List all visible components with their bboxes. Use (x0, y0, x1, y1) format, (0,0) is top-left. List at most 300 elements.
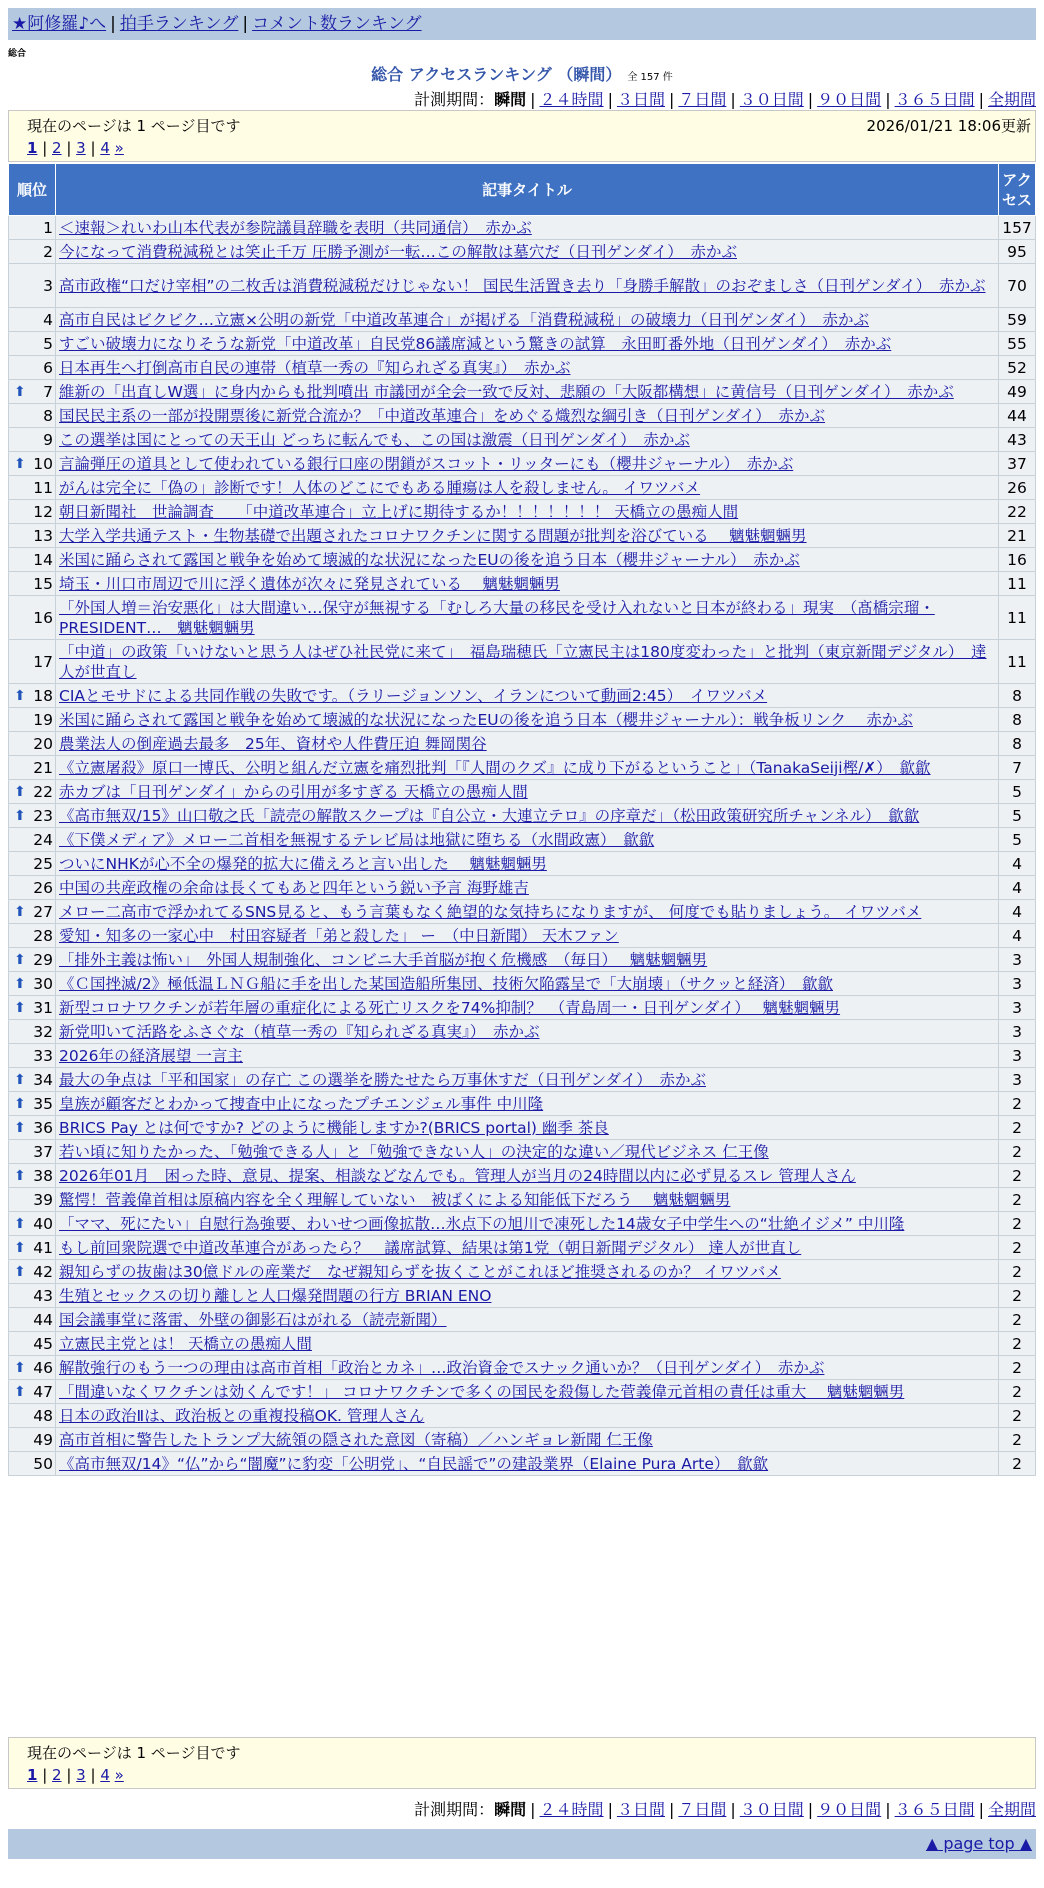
rank-up-icon: ⬆ (14, 807, 26, 824)
period-separator: | (607, 90, 613, 109)
access-count: 55 (999, 332, 1036, 356)
table-row (9, 332, 1036, 356)
period-separator: | (807, 90, 814, 109)
title-cell (56, 404, 999, 428)
top-nav: ★阿修羅♪へ | 拍手ランキング | コメント数ランキング (8, 8, 1036, 40)
title-cell (56, 1164, 999, 1188)
rank-cell (9, 524, 56, 548)
table-row (9, 684, 1036, 708)
table-row (9, 452, 1036, 476)
pagination-top (27, 139, 124, 157)
rank-cell (9, 1308, 56, 1332)
article-link[interactable]: 《高市無双/14》“仏”から“闇魔”に豹変「公明党」、“自民謡で”の建設業界（Elaine Pura Arte） 歙歙 (59, 1454, 769, 1473)
rank-cell (9, 356, 56, 380)
rank-number: 22 (33, 782, 53, 801)
article-link[interactable]: 《Ｃ国挫滅/2》極低温ＬＮＧ船に手を出した某国造船所集団、技術欠陥露呈で「大崩壊」（サクッと経済） 歙歙 (59, 974, 833, 993)
title-cell (56, 1260, 999, 1284)
table-row (9, 1428, 1036, 1452)
article-link[interactable]: 国会議事堂に落雷、外壁の御影石はがれる（読売新聞） (59, 1310, 447, 1329)
article-link[interactable]: 新党叩いて活路をふさぐな（植草一秀の『知られざる真実』） 赤かぶ (59, 1022, 540, 1041)
rank-cell (9, 1452, 56, 1476)
access-count: 3 (999, 1068, 1036, 1092)
page-link-1[interactable]: 1 (27, 1766, 38, 1784)
rank-up-icon: ⬆ (14, 1383, 26, 1400)
rank-number: 39 (33, 1190, 53, 1209)
access-count: 3 (999, 1020, 1036, 1044)
total-count: 全 157 件 (627, 72, 673, 83)
period-label: 計測期間： (414, 1800, 495, 1819)
title-cell (56, 452, 999, 476)
rank-cell (9, 852, 56, 876)
access-count: 16 (999, 548, 1036, 572)
title-cell (56, 996, 999, 1020)
article-link[interactable]: 新型コロナワクチンが若年層の重症化による死亡リスクを74%抑制？ （青島周一・日刊ゲンダイ） 魑魅魍魎男 (59, 998, 841, 1017)
period-link-0[interactable]: ２４時間 (539, 1800, 604, 1819)
period-link-1[interactable]: ３日間 (616, 1800, 665, 1819)
rank-number: 1 (43, 218, 53, 237)
rank-number: 24 (33, 830, 53, 849)
access-count: 5 (999, 780, 1036, 804)
table-row (9, 404, 1036, 428)
title-cell (56, 640, 999, 684)
period-separator: | (730, 1800, 736, 1819)
access-count: 8 (999, 684, 1036, 708)
article-link[interactable]: 日本再生へ打倒高市自民の連帯（植草一秀の『知られざる真実』） 赤かぶ (59, 358, 571, 377)
rank-cell (9, 780, 56, 804)
rank-number: 5 (43, 334, 53, 353)
rank-number: 13 (33, 526, 53, 545)
period-separator: | (530, 1800, 536, 1819)
article-link[interactable]: 親知らずの抜歯は30億ドルの産業だ なぜ親知らずを抜くことがこれほど推奨されるのか？ イワツバメ (59, 1262, 781, 1281)
rank-cell (9, 1044, 56, 1068)
title-cell (56, 1404, 999, 1428)
title-cell (56, 876, 999, 900)
article-link[interactable]: 2026年の経済展望 一言主 (59, 1046, 243, 1065)
rank-number: 43 (33, 1286, 53, 1305)
rank-cell (9, 1092, 56, 1116)
page-info-top (8, 110, 1036, 162)
rank-cell (9, 1068, 56, 1092)
article-link[interactable]: 高市自民はビクビク…立憲×公明の新党「中道改革連合」が掲げる「消費税減税」の破壊力（日刊ゲンダイ） 赤かぶ (59, 310, 870, 329)
article-link[interactable]: 2026年01月 困った時、意見、提案、相談などなんでも。管理人が当月の24時間以内に必ず見るスレ 管理人さん (59, 1166, 856, 1185)
title-cell (56, 428, 999, 452)
period-separator: | (730, 90, 736, 109)
period-separator: | (668, 90, 675, 109)
period-link-0[interactable]: ２４時間 (539, 90, 604, 109)
title-cell (56, 216, 999, 240)
rank-number: 46 (33, 1358, 53, 1377)
table-row (9, 1236, 1036, 1260)
rank-cell (9, 596, 56, 640)
article-link[interactable]: メロー二高市で浮かれてるSNS見ると、もう言葉もなく絶望的な気持ちになりますが、 何度でも貼りましょう。 イワツバメ (59, 902, 922, 921)
title-cell (56, 1116, 999, 1140)
rank-cell (9, 924, 56, 948)
article-link[interactable]: 国民民主系の一部が投開票後に新党合流か？「中道改革連合」をめぐる熾烈な綱引き（日刊ゲンダイ） 赤かぶ (59, 406, 826, 425)
rank-cell (9, 476, 56, 500)
access-count: 2 (999, 1140, 1036, 1164)
access-count: 11 (999, 640, 1036, 684)
access-count: 2 (999, 1116, 1036, 1140)
table-row (9, 732, 1036, 756)
current-page-text: 現在のページは 1 ページ目です (27, 117, 241, 135)
access-count: 157 (999, 216, 1036, 240)
period-link-3[interactable]: ３０日間 (739, 90, 804, 109)
rank-cell (9, 756, 56, 780)
article-link[interactable]: 埼玉・川口市周辺で川に浮く遺体が次々に発見されている 魑魅魍魎男 (59, 574, 560, 593)
access-count: 8 (999, 708, 1036, 732)
rank-cell (9, 428, 56, 452)
access-count: 11 (999, 596, 1036, 640)
article-link[interactable]: 言論弾圧の道具として使われている銀行口座の閉鎖がスコット・リッターにも（櫻井ジャーナル） 赤かぶ (59, 454, 794, 473)
access-count: 2 (999, 1236, 1036, 1260)
title-cell (56, 548, 999, 572)
table-row (9, 972, 1036, 996)
page-link-4[interactable]: 4 (100, 1766, 110, 1784)
article-link[interactable]: 立憲民主党とは！ 天橋立の愚痴人間 (59, 1334, 312, 1353)
rank-cell (9, 900, 56, 924)
page-separator: | (85, 1766, 101, 1784)
access-count: 2 (999, 1428, 1036, 1452)
article-link[interactable]: 若い頃に知りたかった、「勉強できる人」と「勉強できない人」の決定的な違い／現代ビジネス 仁王像 (59, 1142, 769, 1161)
article-link[interactable]: 「排外主義は怖い」 外国人規制強化、コンビニ大手首脳が抱く危機感 （毎日） 魑魅魍魎男 (59, 950, 708, 969)
rank-number: 40 (33, 1214, 53, 1233)
rank-cell (9, 732, 56, 756)
rank-number: 7 (43, 382, 53, 401)
table-row (9, 356, 1036, 380)
article-link[interactable]: 中国の共産政権の余命は長くてもあと四年という鋭い予言 海野雄吉 (59, 878, 529, 897)
rank-number: 38 (33, 1166, 53, 1185)
article-link[interactable]: 「間違いなくワクチンは効くんです！」 コロナワクチンで多くの国民を殺傷した菅義偉元首相の責任は重大 魑魅魍魎男 (59, 1382, 905, 1401)
period-current: 瞬間 (494, 90, 527, 109)
rank-number: 44 (33, 1310, 53, 1329)
access-count: 59 (999, 308, 1036, 332)
title-cell (56, 332, 999, 356)
article-link[interactable]: 農業法人の倒産過去最多 25年、資材や人件費圧迫 舞岡関谷 (59, 734, 487, 753)
rank-cell (9, 1236, 56, 1260)
title-cell (56, 240, 999, 264)
title-cell (56, 1356, 999, 1380)
rank-number: 12 (33, 502, 53, 521)
access-count: 21 (999, 524, 1036, 548)
table-row (9, 1380, 1036, 1404)
rank-up-icon: ⬆ (14, 1119, 26, 1136)
page-top-link[interactable]: ▲ page top ▲ (925, 1834, 1032, 1853)
article-link[interactable]: この選挙は国にとっての天王山 どっちに転んでも、この国は激震（日刊ゲンダイ） 赤かぶ (59, 430, 690, 449)
rank-number: 41 (33, 1238, 53, 1257)
rank-up-icon: ⬆ (14, 383, 26, 400)
rank-cell (9, 708, 56, 732)
period-link-6[interactable]: 全期間 (987, 1800, 1036, 1819)
rank-cell (9, 452, 56, 476)
rank-number: 31 (33, 998, 53, 1017)
period-separator: | (978, 1800, 984, 1819)
rank-up-icon: ⬆ (14, 1239, 26, 1256)
article-link[interactable]: 維新の「出直しW選」に身内からも批判噴出 市議団が全会一致で反対、悲願の「大阪都構想」に黄信号（日刊ゲンダイ） 赤かぶ (59, 382, 954, 401)
article-link[interactable]: がんは完全に「偽の」診断です！人体のどこにでもある腫瘍は人を殺しません。 イワツバメ (59, 478, 701, 497)
title-cell (56, 1380, 999, 1404)
rank-up-icon: ⬆ (14, 903, 26, 920)
period-link-4[interactable]: ９０日間 (817, 90, 882, 109)
rank-cell (9, 684, 56, 708)
article-link[interactable]: 大学入学共通テスト・生物基礎で出題されたコロナワクチンに関する問題が批判を浴びている 魑魅魍魎男 (59, 526, 807, 545)
article-link[interactable]: ＜速報＞れいわ山本代表が参院議員辞職を表明（共同通信） 赤かぶ (59, 218, 532, 237)
table-row (9, 1404, 1036, 1428)
article-link[interactable]: 《高市無双/15》山口敬之氏「読売の解散スクープは『自公立・大連立テロ』の序章だ」（松田政策研究所チャンネル） 歙歙 (59, 806, 920, 825)
page-link-»[interactable]: » (114, 139, 124, 157)
updated-time: 2026/01/21 18:06更新 (866, 117, 1031, 135)
rank-number: 16 (33, 608, 53, 627)
article-link[interactable]: 「外国人増＝治安悪化」は大間違い…保守が無視する「むしろ大量の移民を受け入れないと日本が終わる」現実 （髙橋宗瑠・PRESIDENT… 魑魅魍魎男 (59, 598, 935, 637)
period-link-2[interactable]: ７日間 (678, 1800, 727, 1819)
article-link[interactable]: 「中道」の政策「いけないと思う人はぜひ社民党に来て」 福島瑞穂氏「立憲民主は180度変わった」と批判（東京新聞デジタル） 達人が世直し (59, 642, 987, 681)
article-link[interactable]: 米国に踊らされて露国と戦争を始めて壊滅的な状況になったEUの後を追う日本（櫻井ジャーナル） 赤かぶ (59, 550, 800, 569)
title-cell (56, 1188, 999, 1212)
title-cell (56, 732, 999, 756)
article-link[interactable]: もし前回衆院選で中道改革連合があったら？ 議席試算、結果は第1党（朝日新聞デジタル） 達人が世直し (59, 1238, 802, 1257)
rank-up-icon: ⬆ (14, 951, 26, 968)
rank-number: 49 (33, 1430, 53, 1449)
rank-cell (9, 1284, 56, 1308)
access-count: 3 (999, 996, 1036, 1020)
access-header: アクセス (999, 164, 1036, 216)
article-link[interactable]: 高市政権“口だけ宰相”の二枚舌は消費税減税だけじゃない！ 国民生活置き去り「身勝手解散」のおぞましさ（日刊ゲンダイ） 赤かぶ (59, 276, 986, 295)
page-link-1[interactable]: 1 (27, 139, 38, 157)
page-link-»[interactable]: » (114, 1766, 124, 1784)
rank-number: 20 (33, 734, 53, 753)
page-link-3[interactable]: 3 (76, 139, 86, 157)
rank-cell (9, 972, 56, 996)
table-row (9, 640, 1036, 684)
period-link-3[interactable]: ３０日間 (739, 1800, 804, 1819)
access-count: 2 (999, 1164, 1036, 1188)
article-link[interactable]: 日本の政治Ⅱは、政治板との重複投稿OK. 管理人さん (59, 1406, 425, 1425)
access-count: 2 (999, 1380, 1036, 1404)
rank-number: 14 (33, 550, 53, 569)
access-count: 2 (999, 1092, 1036, 1116)
pagination-bottom (27, 1766, 124, 1784)
article-link[interactable]: CIAとモサドによる共同作戦の失敗です。（ラリージョンソン、イランについて動画2:45） イワツバメ (59, 686, 768, 705)
access-count: 95 (999, 240, 1036, 264)
rank-cell (9, 332, 56, 356)
article-link[interactable]: 《立憲屠殺》原口一博氏、公明と組んだ立憲を痛烈批判「『人間のクズ』に成り下がるということ」（TanakaSeiji樫/✗） 歙歙 (59, 758, 931, 777)
title-cell (56, 1140, 999, 1164)
period-separator: | (607, 1800, 613, 1819)
rank-cell (9, 1380, 56, 1404)
period-separator: | (668, 1800, 675, 1819)
access-count: 22 (999, 500, 1036, 524)
article-link[interactable]: 朝日新聞社 世論調査 「中道改革連合」立上げに期待するか！！！！！！！ 天橋立の愚痴人間 (59, 502, 739, 521)
rank-up-icon: ⬆ (14, 1095, 26, 1112)
article-link[interactable]: 米国に踊らされて露国と戦争を始めて壊滅的な状況になったEUの後を追う日本（櫻井ジャーナル）：戦争板リンク 赤かぶ (59, 710, 913, 729)
rank-number: 17 (33, 652, 53, 671)
rank-cell (9, 1188, 56, 1212)
period-link-6[interactable]: 全期間 (987, 90, 1036, 109)
rank-cell (9, 404, 56, 428)
rank-cell (9, 1116, 56, 1140)
article-link[interactable]: 赤カブは「日刊ゲンダイ」からの引用が多すぎる 天橋立の愚痴人間 (59, 782, 528, 801)
table-row (9, 264, 1036, 308)
rank-cell (9, 996, 56, 1020)
access-count: 11 (999, 572, 1036, 596)
table-row (9, 1020, 1036, 1044)
period-separator: | (885, 1800, 891, 1819)
access-count: 5 (999, 828, 1036, 852)
title-cell (56, 524, 999, 548)
period-link-5[interactable]: ３６５日間 (894, 90, 975, 109)
access-count: 4 (999, 852, 1036, 876)
rank-number: 23 (33, 806, 53, 825)
rank-number: 26 (33, 878, 53, 897)
rank-number: 45 (33, 1334, 53, 1353)
page-link-2[interactable]: 2 (52, 1766, 62, 1784)
ranking-title-block (0, 62, 1044, 85)
rank-cell (9, 264, 56, 308)
table-row (9, 1452, 1036, 1476)
table-row (9, 1068, 1036, 1092)
rank-number: 18 (33, 686, 53, 705)
rank-cell (9, 380, 56, 404)
rank-number: 10 (33, 454, 53, 473)
rank-cell (9, 1212, 56, 1236)
table-row (9, 948, 1036, 972)
article-link[interactable]: 「ママ、死にたい」自慰行為強要、わいせつ画像拡散…氷点下の旭川で凍死した14歳女子中学生への“壮絶イジメ” 中川隆 (59, 1214, 905, 1233)
period-separator: | (530, 90, 536, 109)
rank-up-icon: ⬆ (14, 1071, 26, 1088)
page-separator: | (61, 139, 77, 157)
access-count: 2 (999, 1308, 1036, 1332)
title-cell (56, 828, 999, 852)
table-row (9, 852, 1036, 876)
period-link-4[interactable]: ９０日間 (817, 1800, 882, 1819)
article-link[interactable]: 《下僕メディア》メロー二首相を無視するテレビ局は地獄に堕ちる（水間政憲） 歙歙 (59, 830, 655, 849)
rank-number: 11 (33, 478, 53, 497)
title-cell (56, 380, 999, 404)
current-page-text-bottom: 現在のページは 1 ページ目です (27, 1744, 241, 1762)
access-count: 37 (999, 452, 1036, 476)
rank-cell (9, 876, 56, 900)
table-row (9, 1140, 1036, 1164)
rank-number: 19 (33, 710, 53, 729)
access-count: 3 (999, 1044, 1036, 1068)
table-row (9, 1044, 1036, 1068)
rank-up-icon: ⬆ (14, 1263, 26, 1280)
title-cell (56, 1236, 999, 1260)
page-link-3[interactable]: 3 (76, 1766, 86, 1784)
title-cell (56, 1308, 999, 1332)
period-link-2[interactable]: ７日間 (678, 90, 727, 109)
table-row (9, 1308, 1036, 1332)
page-separator: | (61, 1766, 77, 1784)
access-count: 3 (999, 948, 1036, 972)
title-cell (56, 972, 999, 996)
article-link[interactable]: 皇族が顧客だとわかって捜査中止になったプチエンジェル事件 中川隆 (59, 1094, 544, 1113)
article-link[interactable]: ついにNHKが心不全の爆発的拡大に備えろと言い出した 魑魅魍魎男 (59, 854, 547, 873)
table-row (9, 308, 1036, 332)
title-cell (56, 476, 999, 500)
article-link[interactable]: 最大の争点は「平和国家」の存亡 この選挙を勝たせたら万事休すだ（日刊ゲンダイ） 赤かぶ (59, 1070, 706, 1089)
rank-number: 34 (33, 1070, 53, 1089)
article-link[interactable]: すごい破壊力になりそうな新党「中道改革」自民党86議席減という驚きの試算 永田町番外地（日刊ゲンダイ） 赤かぶ (59, 334, 892, 353)
clap-ranking-link[interactable]: 拍手ランキング (119, 14, 239, 34)
title-cell (56, 1212, 999, 1236)
page-link-2[interactable]: 2 (52, 139, 62, 157)
page-separator: | (37, 139, 53, 157)
article-link[interactable]: 解散強行のもう一つの理由は高市首相「政治とカネ」…政治資金でスナック通いか？（日刊ゲンダイ） 赤かぶ (59, 1358, 825, 1377)
period-link-5[interactable]: ３６５日間 (894, 1800, 975, 1819)
table-row (9, 572, 1036, 596)
access-count: 8 (999, 732, 1036, 756)
rank-number: 15 (33, 574, 53, 593)
title-cell (56, 1092, 999, 1116)
table-row (9, 428, 1036, 452)
period-link-1[interactable]: ３日間 (616, 90, 665, 109)
table-row (9, 524, 1036, 548)
table-row (9, 1116, 1036, 1140)
title-cell (56, 1452, 999, 1476)
table-row (9, 1356, 1036, 1380)
table-row (9, 548, 1036, 572)
access-count: 2 (999, 1332, 1036, 1356)
rank-number: 36 (33, 1118, 53, 1137)
title-cell (56, 500, 999, 524)
access-count: 2 (999, 1260, 1036, 1284)
page-separator: | (37, 1766, 53, 1784)
table-row (9, 500, 1036, 524)
rank-number: 4 (43, 310, 53, 329)
article-link[interactable]: 愛知・知多の一家心中 村田容疑者「弟と殺した」 ー （中日新聞） 天木ファン (59, 926, 619, 945)
access-count: 44 (999, 404, 1036, 428)
article-link[interactable]: 今になって消費税減税とは笑止千万 圧勝予測が一転…この解散は墓穴だ（日刊ゲンダイ） 赤かぶ (59, 242, 737, 261)
title-cell (56, 684, 999, 708)
title-cell (56, 1020, 999, 1044)
rank-up-icon: ⬆ (14, 687, 26, 704)
access-count: 2 (999, 1188, 1036, 1212)
page-link-4[interactable]: 4 (100, 139, 110, 157)
rank-cell (9, 804, 56, 828)
ranking-title: 総合 アクセスランキング （瞬間） (371, 65, 622, 84)
title-cell (56, 924, 999, 948)
access-count: 2 (999, 1452, 1036, 1476)
article-link[interactable]: BRICS Pay とは何ですか? どのように機能しますか?(BRICS portal) 幽季 茶良 (59, 1118, 609, 1137)
rank-number: 25 (33, 854, 53, 873)
rank-number: 50 (33, 1454, 53, 1473)
rank-cell (9, 308, 56, 332)
article-link[interactable]: 生殖とセックスの切り離しと人口爆発問題の行方 BRIAN ENO (59, 1286, 492, 1305)
title-cell (56, 356, 999, 380)
title-cell (56, 948, 999, 972)
rank-number: 32 (33, 1022, 53, 1041)
table-row (9, 996, 1036, 1020)
access-count: 3 (999, 972, 1036, 996)
period-label: 計測期間： (414, 90, 495, 109)
rank-cell (9, 216, 56, 240)
rank-number: 21 (33, 758, 53, 777)
article-link[interactable]: 驚愕！菅義偉首相は原稿内容を全く理解していない 被ばくによる知能低下だろう 魑魅魍魎男 (59, 1190, 731, 1209)
access-count: 70 (999, 264, 1036, 308)
table-row (9, 1332, 1036, 1356)
access-count: 2 (999, 1356, 1036, 1380)
access-count: 49 (999, 380, 1036, 404)
rank-up-icon: ⬆ (14, 783, 26, 800)
title-cell (56, 852, 999, 876)
rank-cell (9, 948, 56, 972)
home-link[interactable]: ★阿修羅♪へ (12, 14, 107, 34)
comment-ranking-link[interactable]: コメント数ランキング (252, 14, 422, 34)
table-row (9, 780, 1036, 804)
article-link[interactable]: 高市首相に警告したトランプ大統領の隠された意図（寄稿）／ハンギョレ新聞 仁王像 (59, 1430, 653, 1449)
title-cell (56, 900, 999, 924)
table-row (9, 476, 1036, 500)
